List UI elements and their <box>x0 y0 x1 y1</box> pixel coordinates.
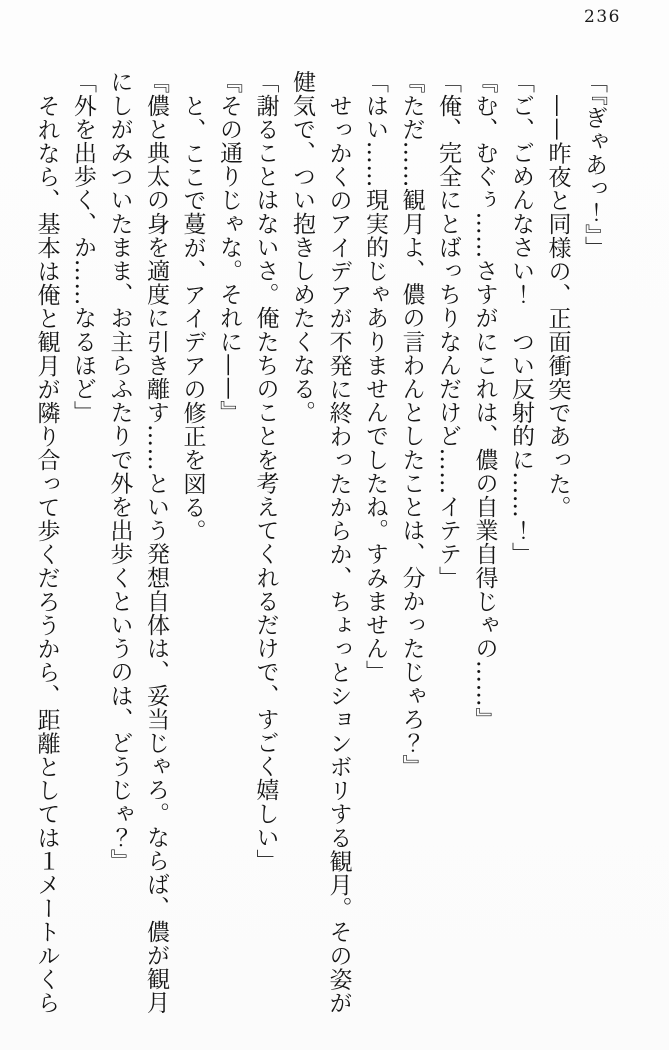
page-number: 236 <box>584 7 621 27</box>
text-line: 『儂と典太の身を適度に引き離す……という発想自体は、妥当じゃろ。ならば、儂が観月 <box>143 70 169 1014</box>
text-line: 「『ぎゃあっ！』」 <box>581 70 607 260</box>
text-line: 『む、むぐぅ……さすがにこれは、儂の自業自得じゃの……』 <box>471 70 498 731</box>
text-line: 「俺、完全にとばっちりなんだけど……イテテ」 <box>435 70 461 590</box>
text-line: と、ここで蔓が、アイデアの修正を図る。 <box>179 93 206 542</box>
text-line: 健気で、つい抱きしめたくなる。 <box>289 70 315 424</box>
text-line: にしがみついたまま、お主らふたりで外を出歩くというのは、どうじゃ？』 <box>106 70 133 873</box>
text-line: ——昨夜と同様の、正面衝突であった。 <box>544 93 571 519</box>
text-line: それなら、基本は俺と観月が隣り合って歩くだろうから、距離としては１メートルくら <box>33 93 60 1014</box>
vertical-text-block <box>28 70 612 1015</box>
text-line: 『その通りじゃな。それに——』 <box>216 70 242 424</box>
text-line: 「はい……現実的じゃありませんでしたね。すみません」 <box>362 70 388 684</box>
text-line: 『ただ……観月よ、儂の言わんとしたことは、分かったじゃろ？』 <box>398 70 425 778</box>
text-line: 「謝ることはないさ。俺たちのことを考えてくれるだけで、すごく嬉しい」 <box>252 70 279 873</box>
text-line: 「ご、ごめんなさい！ つい反射的に……！」 <box>508 70 534 566</box>
text-line: 「外を出歩く、か……なるほど」 <box>70 70 96 424</box>
text-line: せっかくのアイデアが不発に終わったからか、ちょっとションボリする観月。その姿が <box>325 93 352 1014</box>
